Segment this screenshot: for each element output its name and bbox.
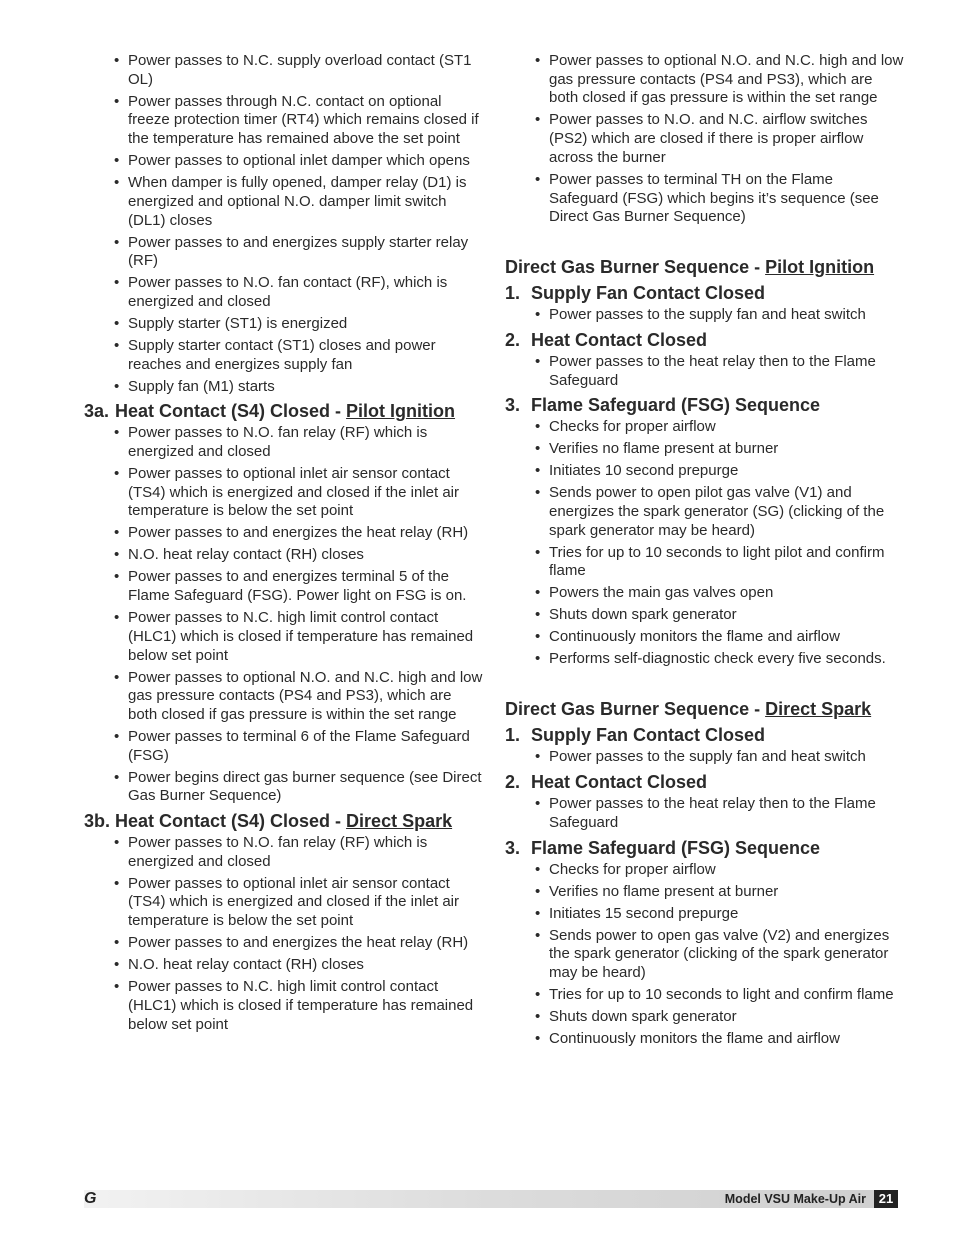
pilot-step-3 [505,394,905,416]
brand-logo-icon: G [84,1190,97,1207]
step-text: Heat Contact Closed [531,329,708,350]
step-number: 1. [505,283,521,304]
list-item: • When damper is fully opened, damper relay (D1) is energized and optional N.O. damper limit switch (DL1) closes [84,174,484,230]
pilot-step-2 [505,329,905,351]
bullet-list [505,353,905,390]
list-item: • Power passes to and energizes the heat relay (RH) [84,524,484,543]
list-item: • N.O. heat relay contact (RH) closes [84,546,484,565]
spark-step-2 [505,771,905,793]
list-item: • Power begins direct gas burner sequence (see Direct Gas Burner Sequence) [84,769,484,806]
list-item: • Power passes to terminal TH on the Flame Safeguard (FSG) which begins it’s sequence (see Direct Gas Burner Sequence) [505,171,905,227]
step-text: Supply Fan Contact Closed [531,725,766,746]
pilot-sequence-title [505,256,905,278]
list-item: • Power passes to the heat relay then to the Flame Safeguard [505,795,905,832]
step-text: Heat Contact Closed [531,772,708,793]
list-item: • N.O. heat relay contact (RH) closes [84,956,484,975]
footer-model-title: Model VSU Make-Up Air [724,1192,866,1206]
list-item: • Initiates 15 second prepurge [505,905,905,924]
step-text: Flame Safeguard (FSG) Sequence [531,837,821,858]
list-item: • Power passes to N.O. and N.C. airflow switches (PS2) which are closed if there is proper airflow across the burner [505,111,905,167]
pilot-step-1 [505,282,905,304]
list-item: • Checks for proper airflow [505,418,905,437]
section-number: 3b. [84,811,111,832]
section-heading-text: Heat Contact (S4) Closed - [115,401,347,422]
list-item: • Power passes to and energizes terminal 5 of the Flame Safeguard (FSG). Power light on FSG is on. [84,568,484,605]
page-number: 21 [874,1190,898,1208]
bullet-list [84,424,484,806]
list-item: • Continuously monitors the flame and airflow [505,1030,905,1049]
section-heading-text: Heat Contact (S4) Closed - [115,811,347,832]
bullet-list [505,861,905,1049]
bullet-list [84,52,484,396]
list-item: • Sends power to open gas valve (V2) and energizes the spark generator (clicking of the spark generator may be heard) [505,927,905,983]
list-item: • Tries for up to 10 seconds to light and confirm flame [505,986,905,1005]
section-heading-3a [84,400,484,422]
list-item: • Power passes to N.O. fan relay (RF) which is energized and closed [84,834,484,871]
list-item: • Sends power to open pilot gas valve (V1) and energizes the spark generator (SG) (clicking of the spark generator may be heard) [505,484,905,540]
list-item: • Verifies no flame present at burner [505,883,905,902]
list-item: • Shuts down spark generator [505,1008,905,1027]
list-item: • Supply starter (ST1) is energized [84,315,484,334]
right-column [505,52,905,1052]
sequence-title-link: Direct Spark [765,699,872,720]
sequence-title-text: Direct Gas Burner Sequence - [505,257,766,278]
step-number: 2. [505,329,521,350]
section-number: 3a. [84,401,110,422]
list-item: • Power passes through N.C. contact on optional freeze protection timer (RT4) which remains closed if the temperature has remained above the set point [84,93,484,149]
step-text: Flame Safeguard (FSG) Sequence [531,395,821,416]
list-item: • Initiates 10 second prepurge [505,462,905,481]
list-item: • Power passes to the supply fan and heat switch [505,306,905,325]
list-item: • Shuts down spark generator [505,606,905,625]
bullet-list [505,418,905,669]
section-heading-link: Direct Spark [346,811,453,832]
list-item: • Powers the main gas valves open [505,584,905,603]
list-item: • Power passes to N.C. high limit control contact (HLC1) which is closed if temperature has remained below set point [84,609,484,665]
list-item: • Power passes to N.C. high limit control contact (HLC1) which is closed if temperature has remained below set point [84,978,484,1034]
list-item: • Power passes to optional inlet air sensor contact (TS4) which is energized and closed if the inlet air temperature is below the set point [84,465,484,521]
list-item: • Power passes to optional N.O. and N.C. high and low gas pressure contacts (PS4 and PS3), which are both closed if gas pressure is within the set range [84,669,484,725]
left-column [84,52,484,1038]
bullet-list [505,748,905,767]
bullet-list [505,306,905,325]
list-item: • Tries for up to 10 seconds to light pilot and confirm flame [505,544,905,581]
list-item: • Performs self-diagnostic check every five seconds. [505,650,905,669]
sequence-title-text: Direct Gas Burner Sequence - [505,699,766,720]
list-item: • Power passes to terminal 6 of the Flame Safeguard (FSG) [84,728,484,765]
list-item: • Power passes to the supply fan and heat switch [505,748,905,767]
list-item: • Power passes to optional inlet damper which opens [84,152,484,171]
list-item: • Checks for proper airflow [505,861,905,880]
list-item: • Power passes to the heat relay then to the Flame Safeguard [505,353,905,390]
list-item: • Supply fan (M1) starts [84,378,484,397]
section-heading-link: Pilot Ignition [346,401,456,422]
step-number: 3. [505,837,521,858]
bullet-list [84,834,484,1034]
spark-step-1 [505,724,905,746]
step-text: Supply Fan Contact Closed [531,283,766,304]
list-item: • Continuously monitors the flame and airflow [505,628,905,647]
step-number: 2. [505,772,521,793]
list-item: • Power passes to and energizes the heat relay (RH) [84,934,484,953]
list-item: • Power passes to and energizes supply starter relay (RF) [84,234,484,271]
list-item: • Verifies no flame present at burner [505,440,905,459]
section-heading-3b [84,810,484,832]
bullet-list [505,52,905,227]
list-item: • Power passes to N.O. fan contact (RF), which is energized and closed [84,274,484,311]
spark-step-3 [505,837,905,859]
list-item: • Power passes to optional N.O. and N.C. high and low gas pressure contacts (PS4 and PS3), which are both closed if gas pressure is within the set range [505,52,905,108]
step-number: 3. [505,395,521,416]
list-item: • Power passes to optional inlet air sensor contact (TS4) which is energized and closed if the inlet air temperature is below the set point [84,875,484,931]
page-footer [84,1190,898,1208]
list-item: • Supply starter contact (ST1) closes and power reaches and energizes supply fan [84,337,484,374]
step-number: 1. [505,725,521,746]
list-item: • Power passes to N.C. supply overload contact (ST1 OL) [84,52,484,89]
sequence-title-link: Pilot Ignition [765,257,875,278]
bullet-list [505,795,905,832]
list-item: • Power passes to N.O. fan relay (RF) which is energized and closed [84,424,484,461]
spark-sequence-title [505,698,905,720]
